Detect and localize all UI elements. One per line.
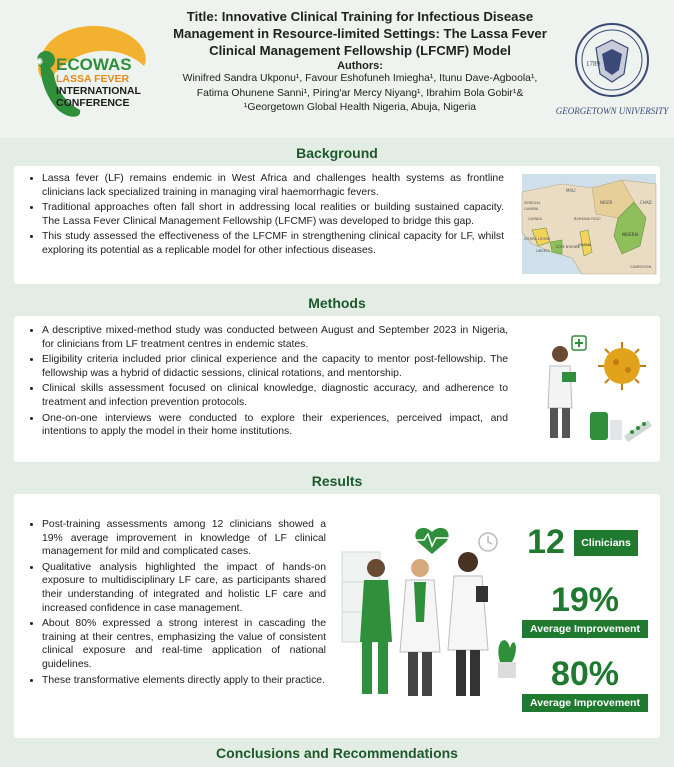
stat-interest-value: 80%: [550, 655, 620, 693]
logo-word-international: INTERNATIONAL: [56, 85, 141, 97]
authors-line-2: Fatima Ohunene Sanni¹, Piring'ar Mercy Niyang¹, Ibrahim Bola Gobir¹&: [196, 87, 524, 99]
map-label-ghana: GHANA: [578, 243, 592, 247]
logo-word-lassa: LASSA FEVER: [56, 73, 130, 85]
map-label-burkina-faso: BURKINA FASO: [574, 217, 601, 221]
methods-bullet: • One-on-one interviews were conducted to explore their experiences, perceived impact, and intentions to apply the model in their home institutions.: [42, 412, 508, 439]
conclusions-heading: Conclusions and Recommendations: [216, 745, 458, 761]
ecowas-conference-logo: [22, 14, 170, 124]
poster-header: [0, 0, 674, 138]
results-heading: Results: [311, 473, 363, 489]
authors-heading: Authors:: [337, 60, 383, 72]
results-panel: [14, 494, 660, 738]
background-bullet: • Traditional approaches often fall short in addressing local realities or building sustained capacity. The Lassa Fever Clinical Management Fellowship (LFCMF) was developed to bridge this gap.: [42, 201, 504, 228]
poster-title: Title: Innovative Clinical Training for Infectious Disease Management in Resource-limited Settings: The Lassa Fever Clinical Management Fellowship (LFCMF) Model: [173, 9, 547, 58]
stat-clinicians-label: Clinicians: [574, 530, 638, 556]
seal-year: 1789: [586, 60, 600, 68]
map-label-senegal: SENEGAL: [524, 201, 541, 205]
heart-icon: [415, 528, 448, 554]
georgetown-wordmark: GEORGETOWN UNIVERSITY: [555, 106, 669, 116]
map-label-chad: CHAD: [640, 200, 652, 205]
results-list: [22, 518, 326, 687]
map-label-cote-divoire: COTE D'IVOIRE: [556, 245, 580, 249]
background-panel: [14, 166, 660, 284]
methods-bullet: • Clinical skills assessment focused on clinical knowledge, diagnostic accuracy, and adherence to treatment and infection prevention protocols.: [42, 382, 508, 409]
methods-bullet: • A descriptive mixed-method study was conducted between August and September 2023 in Nigeria, for clinicians from LF treatment centres in endemic states.: [42, 324, 508, 351]
map-label-guinea: GUINEA: [528, 217, 542, 221]
georgetown-seal-logo: [555, 18, 669, 122]
background-bullet: • This study assessed the effectiveness of the LFCMF in strengthening clinical capacity for LF, whilst exploring its potential as a replicable model for other infectious diseases.: [42, 230, 504, 257]
map-label-mali: MALI: [566, 188, 576, 193]
stat-clinicians-value: 12: [527, 523, 565, 561]
logo-word-ecowas: ECOWAS: [56, 55, 132, 74]
doctor-virus-illustration: [524, 324, 654, 452]
virus-mark: ✺: [35, 57, 44, 68]
methods-heading: Methods: [308, 295, 366, 311]
authors-line-1: Winifred Sandra Ukponu¹, Favour Eshofuneh Imiegha¹, Itunu Dave-Agboola¹,: [182, 73, 538, 84]
stat-knowledge-value: 19%: [550, 581, 620, 619]
methods-bullet: • Eligibility criteria included prior clinical experience and the capacity to mentor post-fellowship. The fellowship was a hybrid of didactic sessions, clinical rotations, and mentorship.: [42, 353, 508, 380]
results-bullet: • Qualitative analysis highlighted the impact of hands-on exposure to multidisciplinary LF care, as participants shared their understanding of integrated and holistic LF care and increased confidence in case management.: [42, 561, 326, 615]
map-label-cameroon: CAMEROON: [630, 265, 652, 269]
results-bullet: • About 80% expressed a strong interest in cascading the training at their centres, emphasizing the value of consistent clinical exposure and real-time application of national guidelines.: [42, 617, 326, 671]
background-heading: Background: [296, 145, 378, 161]
west-africa-map: [522, 174, 656, 274]
map-label-liberia: LIBERIA: [536, 249, 550, 253]
map-label-niger: NIGER: [600, 200, 613, 205]
affiliation: ¹Georgetown Global Health Nigeria, Abuja, Nigeria: [243, 102, 477, 113]
results-bullet: • These transformative elements directly apply to their practice.: [42, 674, 326, 688]
map-label-gambia: GAMBIA: [524, 207, 539, 211]
methods-panel: [14, 316, 660, 462]
logo-word-conference: CONFERENCE: [56, 97, 130, 109]
results-bullet: • Post-training assessments among 12 clinicians showed a 19% average improvement in knowledge of LF clinical management for mild and complicated cases.: [42, 518, 326, 559]
stat-knowledge-label: Average Improvement: [522, 620, 648, 638]
methods-list: [22, 324, 508, 439]
map-label-sierra-leone: SIERRA LEONE: [524, 237, 551, 241]
clinicians-illustration: [336, 522, 520, 722]
title-block: [160, 8, 560, 116]
stat-interest-label: Average Improvement: [522, 694, 648, 712]
background-bullet: • Lassa fever (LF) remains endemic in West Africa and challenges health systems as frontline clinicians lack specialized training in managing viral haemorrhagic fevers.: [42, 172, 504, 199]
background-list: [22, 172, 504, 258]
map-label-nigeria: NIGERIA: [622, 232, 639, 237]
